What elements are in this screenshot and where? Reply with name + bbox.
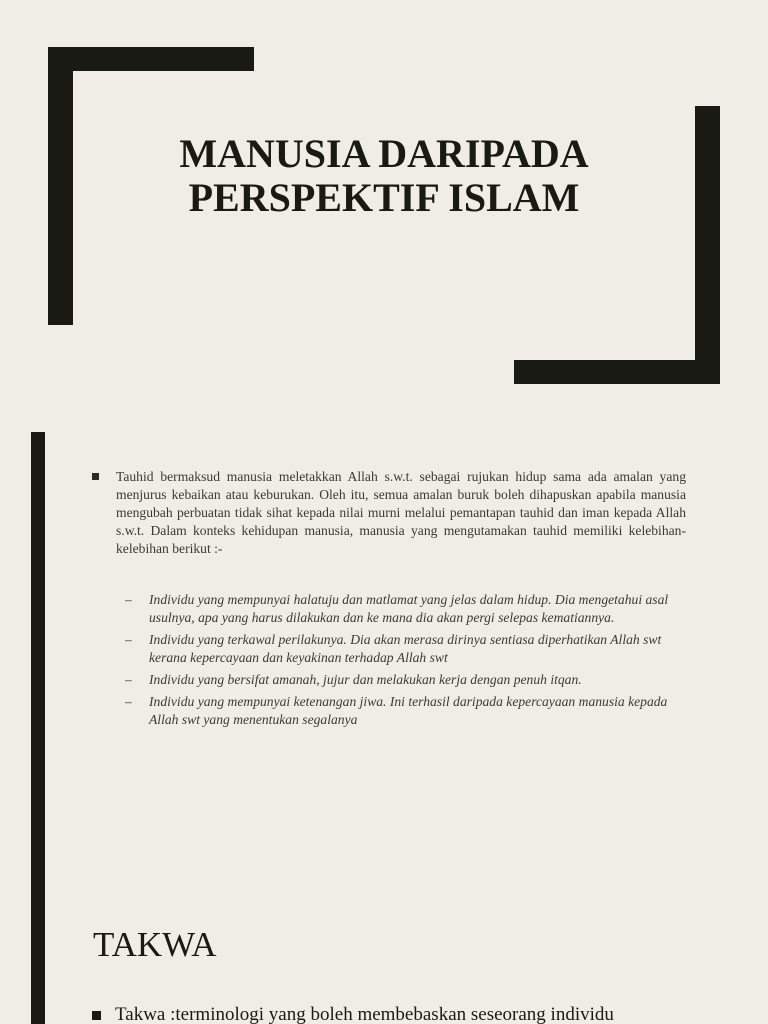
paragraph-text: Takwa :terminologi yang boleh membebaskan seseorang individu xyxy=(115,1004,614,1024)
list-item-text: Individu yang terkawal perilakunya. Dia akan merasa dirinya sentiasa diperhatikan Allah swt kerana kepercayaan dan keyakinan terhadap Allah swt xyxy=(149,632,662,665)
left-accent-bar xyxy=(31,865,45,1024)
dash-bullet: – xyxy=(125,592,132,607)
section-heading: TAKWA xyxy=(93,925,217,964)
frame-bottom-right-horizontal xyxy=(514,360,720,384)
list-item-text: Individu yang mempunyai ketenangan jiwa. Ini terhasil daripada kepercayaan manusia kepada Allah swt yang menentukan segalanya xyxy=(149,694,668,727)
list-item xyxy=(92,631,686,667)
paragraph-text: Tauhid bermaksud manusia meletakkan Allah s.w.t. sebagai rujukan hidup sama ada amalan yang menjurus kebaikan atau keburukan. Oleh itu, semua amalan buruk boleh dihapuskan apabila manusia mengubah perbuatan tidak sihat kepada nilai murni melalui pemantapan tauhid dan iman kepada Allah s.w.t. Dalam konteks kehidupan manusia, manusia yang mengutamakan tauhid memiliki kelebihan-kelebihan berikut :- xyxy=(116,469,686,556)
dash-bullet: – xyxy=(125,694,132,709)
content-slide-tauhid xyxy=(0,432,768,865)
slide-body xyxy=(92,468,686,733)
dash-bullet: – xyxy=(125,672,132,687)
square-bullet-icon xyxy=(92,1011,101,1020)
content-slide-takwa xyxy=(0,865,768,1024)
bullet-paragraph xyxy=(92,468,686,558)
title-slide xyxy=(0,0,768,432)
sub-list xyxy=(92,591,686,729)
dash-bullet: – xyxy=(125,632,132,647)
frame-top-left-vertical xyxy=(48,47,73,325)
list-item-text: Individu yang bersifat amanah, jujur dan melakukan kerja dengan penuh itqan. xyxy=(149,672,582,687)
list-item xyxy=(92,591,686,627)
list-item xyxy=(92,693,686,729)
left-accent-bar xyxy=(31,432,45,865)
list-item-text: Individu yang mempunyai halatuju dan matlamat yang jelas dalam hidup. Dia mengetahui asal usulnya, apa yang harus dilakukan dan ke mana dia akan pergi selepas kematiannya. xyxy=(149,592,669,625)
page-title xyxy=(100,132,668,220)
frame-top-left-horizontal xyxy=(48,47,254,71)
square-bullet-icon xyxy=(92,473,99,480)
bullet-paragraph xyxy=(92,1003,715,1024)
frame-bottom-right-vertical xyxy=(695,106,720,384)
title-line-1: MANUSIA DARIPADA xyxy=(179,131,589,176)
title-line-2: PERSPEKTIF ISLAM xyxy=(188,175,580,220)
list-item xyxy=(92,671,686,689)
